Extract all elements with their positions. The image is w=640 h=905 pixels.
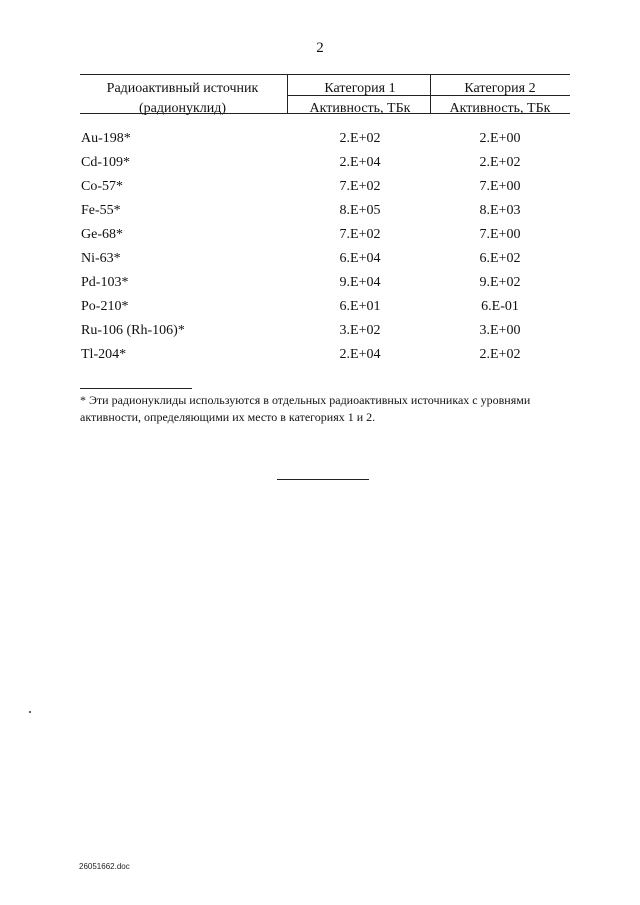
header-activity-2-label: Активность, ТБк	[449, 101, 551, 116]
category-1-value: 3.E+02	[339, 323, 381, 338]
category-2-value: 6.E-01	[481, 299, 519, 314]
category-2-value: 9.E+02	[479, 275, 521, 290]
category-1-value: 7.E+02	[339, 227, 381, 242]
table-row	[0, 225, 640, 249]
table-row	[0, 177, 640, 201]
category-1-value: 8.E+05	[339, 203, 381, 218]
nuclide-name: Au-198*	[81, 131, 131, 146]
stray-dot-mark	[29, 711, 31, 713]
nuclide-name: Ge-68*	[81, 227, 123, 242]
category-1-value: 6.E+04	[339, 251, 381, 266]
category-1-value: 2.E+04	[339, 347, 381, 362]
file-name-footer: 26051662.doc	[79, 862, 130, 871]
category-2-value: 7.E+00	[479, 227, 521, 242]
nuclide-name: Pd-103*	[81, 275, 129, 290]
category-1-value: 7.E+02	[339, 179, 381, 194]
category-2-value: 2.E+02	[479, 155, 521, 170]
table-top-rule	[80, 74, 570, 75]
category-2-value: 2.E+02	[479, 347, 521, 362]
footnote-text: * Эти радионуклиды используются в отдельных радиоактивных источниках с уровнями активности, определяющими их место в категориях 1 и 2.	[80, 393, 531, 424]
table-row	[0, 249, 640, 273]
header-source-line1: Радиоактивный источник	[106, 81, 259, 96]
header-bottom-rule	[80, 113, 570, 114]
nuclide-name: Cd-109*	[81, 155, 130, 170]
table-row	[0, 345, 640, 369]
table-body	[0, 129, 640, 369]
table-row	[0, 153, 640, 177]
category-2-value: 3.E+00	[479, 323, 521, 338]
table-row	[0, 273, 640, 297]
header-sub-rule	[287, 95, 570, 96]
table-row	[0, 297, 640, 321]
nuclide-name: Po-210*	[81, 299, 129, 314]
category-2-value: 6.E+02	[479, 251, 521, 266]
header-category-2-label: Категория 2	[464, 81, 536, 96]
category-2-value: 7.E+00	[479, 179, 521, 194]
footnote-rule	[80, 388, 192, 389]
table-row	[0, 201, 640, 225]
header-activity-1-label: Активность, ТБк	[309, 101, 411, 116]
category-1-value: 2.E+02	[339, 131, 381, 146]
page-number: 2	[316, 40, 324, 56]
end-of-document-rule	[277, 479, 369, 480]
category-1-value: 6.E+01	[339, 299, 381, 314]
header-source-line2: (радионуклид)	[138, 101, 227, 116]
category-1-value: 9.E+04	[339, 275, 381, 290]
nuclide-name: Ni-63*	[81, 251, 121, 266]
category-2-value: 2.E+00	[479, 131, 521, 146]
table-row	[0, 321, 640, 345]
nuclide-name: Ru-106 (Rh-106)*	[81, 323, 185, 338]
nuclide-name: Fe-55*	[81, 203, 121, 218]
nuclide-name: Co-57*	[81, 179, 123, 194]
header-category-1-label: Категория 1	[324, 81, 396, 96]
table-row	[0, 129, 640, 153]
nuclide-name: Tl-204*	[81, 347, 127, 362]
category-2-value: 8.E+03	[479, 203, 521, 218]
category-1-value: 2.E+04	[339, 155, 381, 170]
